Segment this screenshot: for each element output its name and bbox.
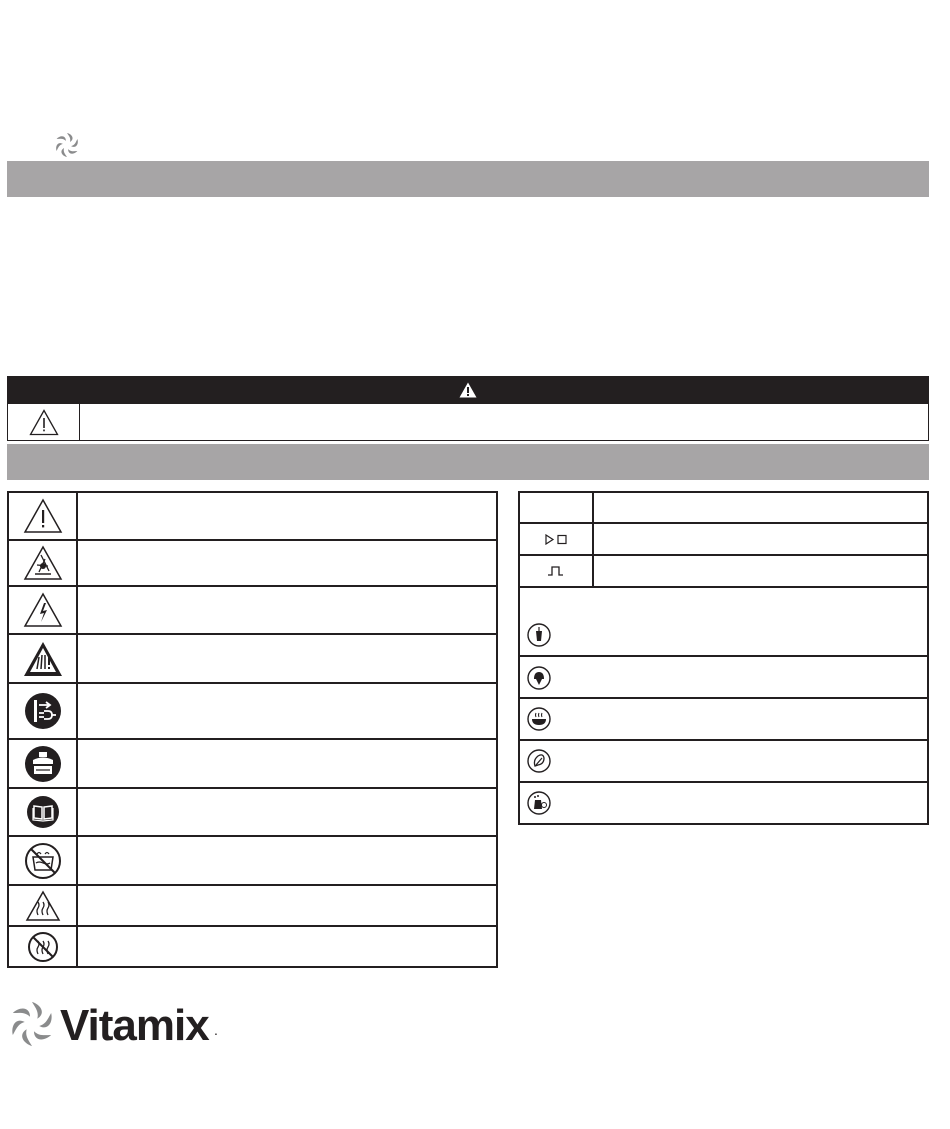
hot-soup-program-icon: [527, 707, 551, 731]
caution-triangle-icon: [29, 409, 59, 436]
table-row: [519, 523, 928, 555]
icon-cell: [8, 492, 77, 540]
table-row: [8, 634, 497, 683]
control-description: [593, 523, 928, 555]
hot-surface-icon: [25, 890, 61, 922]
symbol-description: [77, 540, 497, 586]
unplug-before-servicing-icon: [24, 692, 62, 730]
table-row: [519, 555, 928, 587]
registered-mark: .: [214, 1022, 218, 1038]
no-dishwasher-icon: [24, 842, 62, 880]
table-row: [8, 586, 497, 634]
warning-row-icon-cell: [8, 404, 80, 440]
self-cleaning-program-icon: [527, 791, 551, 815]
table-row: [8, 836, 497, 885]
control-description: [593, 492, 928, 523]
icon-cell: [8, 540, 77, 586]
warning-banner-header: [7, 376, 929, 403]
table-row: [8, 739, 497, 788]
vitamix-swirl-icon: [54, 132, 80, 158]
dips-spreads-program-icon: [527, 749, 551, 773]
control-description: [593, 555, 928, 587]
icon-cell: [8, 586, 77, 634]
use-lid-plug-icon: [24, 745, 62, 783]
table-row: [8, 540, 497, 586]
table-row: [8, 885, 497, 926]
start-stop-icon: [545, 534, 567, 545]
table-row: [8, 492, 497, 540]
rotating-blades-warning-icon: [23, 545, 63, 581]
table-row: [8, 683, 497, 739]
symbol-description: [77, 492, 497, 540]
icon-cell: [8, 885, 77, 926]
program-row: [520, 739, 927, 781]
icon-cell: [8, 836, 77, 885]
vitamix-wordmark: Vitamix: [60, 1001, 209, 1050]
smoothie-program-icon: [527, 623, 551, 647]
safety-symbols-table: [7, 491, 498, 968]
program-row: [520, 781, 927, 823]
table-row: [8, 788, 497, 836]
warning-banner-row: [7, 403, 929, 441]
symbol-description: [77, 739, 497, 788]
hot-liquid-pressure-warning-icon: [23, 641, 63, 677]
symbols-section-bar: [7, 444, 929, 480]
no-hot-ingredients-icon: [27, 931, 59, 963]
icon-cell: [8, 683, 77, 739]
symbol-description: [77, 926, 497, 967]
icon-cell: [519, 523, 593, 555]
table-row: [8, 926, 497, 967]
symbol-description: [77, 634, 497, 683]
electrical-hazard-icon: [23, 592, 63, 628]
icon-cell: [8, 926, 77, 967]
section-header-bar: [7, 161, 929, 197]
icon-cell: [519, 492, 593, 523]
icon-cell: [8, 634, 77, 683]
warning-row-text: [80, 404, 928, 440]
symbol-description: [77, 586, 497, 634]
general-warning-icon: [23, 498, 63, 534]
vitamix-swirl-logo-icon: [9, 1001, 55, 1047]
programs-box: [518, 585, 929, 825]
frozen-dessert-program-icon: [527, 666, 551, 690]
table-row: [519, 492, 928, 523]
symbol-description: [77, 836, 497, 885]
pulse-icon: [548, 566, 564, 576]
program-row: [520, 655, 927, 697]
controls-table: [518, 491, 929, 588]
warning-triangle-icon: [459, 382, 477, 398]
symbol-description: [77, 683, 497, 739]
icon-cell: [8, 788, 77, 836]
read-manual-icon: [26, 795, 60, 829]
icon-cell: [8, 739, 77, 788]
icon-cell: [519, 555, 593, 587]
symbol-description: [77, 885, 497, 926]
symbol-description: [77, 788, 497, 836]
program-row: [520, 697, 927, 739]
